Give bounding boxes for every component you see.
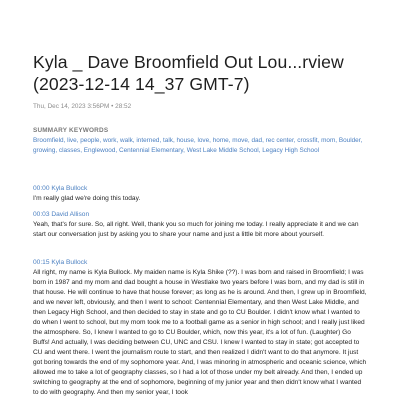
entry-text: I'm really glad we're doing this today. (33, 195, 141, 202)
transcript-entry (33, 258, 368, 398)
entry-speaker: Kyla Bullock (51, 259, 88, 266)
entry-text: All right, my name is Kyla Bullock. My maiden name is Kyla Shike (??). I was born and raised in Broomfield; I was born in 1987 and my mom and dad bought a house in Westlake two years before I was born, and my dad is still in that house. He will continue to have that house forever; as long as he is around. And then, I grew up in Broomfield, and we never left, obviously, and then I went to school: Centennial Elementary, and then West Lake Middle, and then Legacy High School, and then decided to stay in state and go to CU Boulder. I didn't know what I wanted to do when I went to school, but my mom took me to a football game as a senior in high school; and I really just liked the atmosphere. So, I knew I wanted to go to CU Boulder, which, now this year, it's a lot of fun. (Laughter) Go Buffs! And actually, I was deciding between CU, UNC and CSU. I knew I wanted to stay in state; got accepted to CU and went there. I went the journalism route to start, and then realized I didn't want to do that anymore. It just got boring towards the end of my sophomore year. And, I was minoring in atmospheric and oceanic science, which allowed me to take a lot of geography classes, so I had a lot of those under my belt already. And then, I ended up switching to geography at the end of sophomore, beginning of my junior year and then didn't know what I wanted to do with geography. And then my senior year, I took (33, 269, 367, 396)
entry-timestamp: 00:03 (33, 211, 50, 218)
entry-text: Yeah, that's for sure. So, all right. Well, thank you so much for joining me today. I really appreciate it and we can start our conversation just by asking you to share your name and just a little bit more about yourself. (33, 221, 359, 238)
transcript-entry (33, 210, 368, 240)
entry-speaker: David Allison (51, 211, 90, 218)
entry-timestamp: 00:00 (33, 185, 50, 192)
summary-keywords: Broomfield, live, people, work, walk, interned, talk, house, love, home, move, dad, rec center, crossfit, mom, Boulder, growing, classes, Englewood, Centennial Elementary, West Lake Middle School, Legacy High School (33, 137, 363, 154)
entry-header (33, 184, 368, 193)
document-meta: Thu, Dec 14, 2023 3:56PM • 28:52 (33, 103, 132, 110)
document-title: Kyla _ Dave Broomfield Out Lou...rview (2023-12-14 14_37 GMT-7) (33, 52, 344, 94)
entry-header (33, 210, 368, 219)
entry-header (33, 258, 368, 267)
entry-speaker: Kyla Bullock (51, 185, 88, 192)
summary-keywords-heading: SUMMARY KEYWORDS (33, 127, 109, 134)
entry-timestamp: 00:15 (33, 259, 50, 266)
transcript-entry (33, 184, 368, 204)
